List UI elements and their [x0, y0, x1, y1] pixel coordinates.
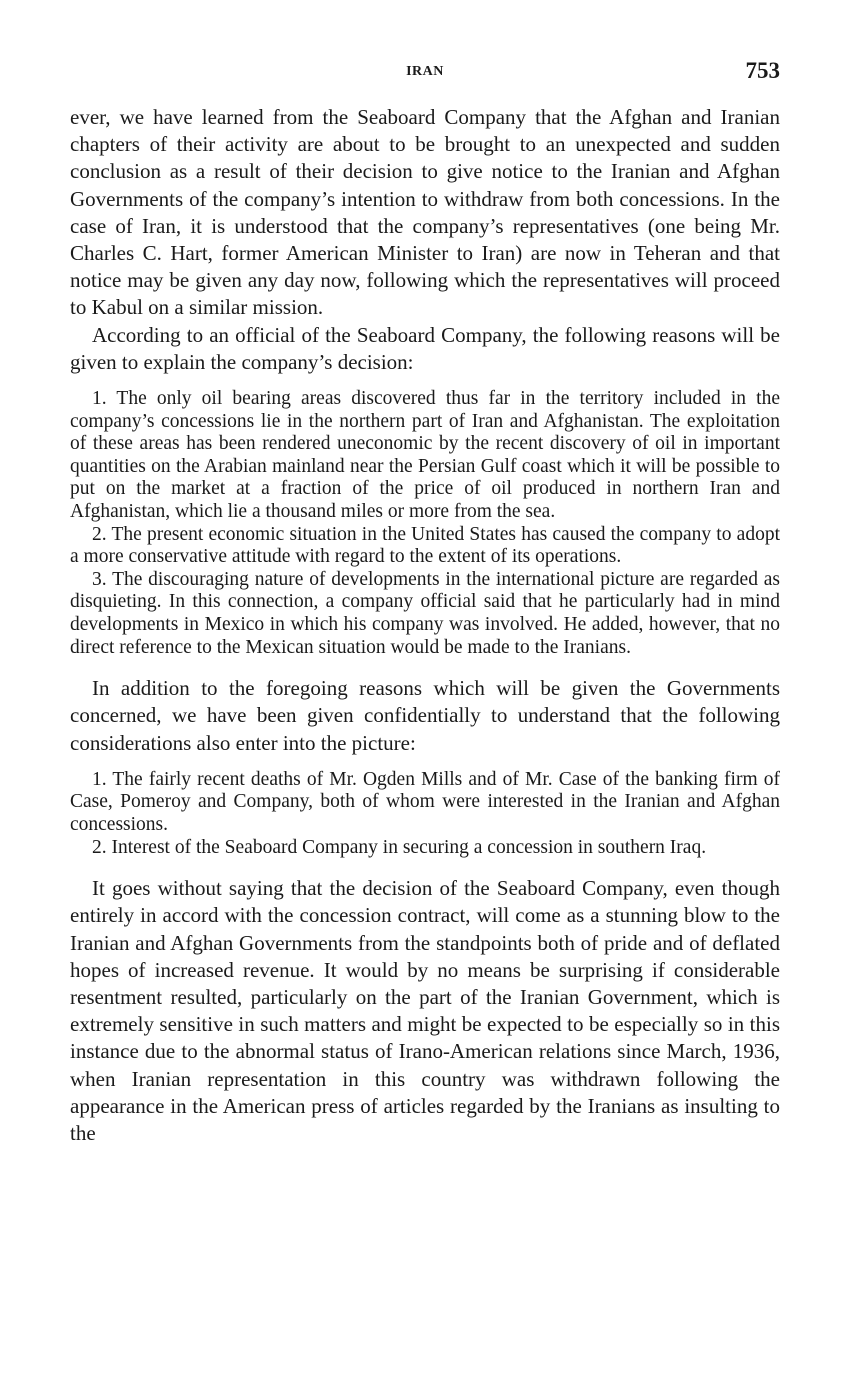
running-head: IRAN: [406, 64, 444, 79]
paragraph-continued: ever, we have learned from the Seaboard Company that the Afghan and Iranian chapters of their activity are about to be brought to an unexpected and sudden conclusion as a result of their decision to give notice to the Iranian and Afghan Governments of the company’s intention to withdraw from both concessions. In the case of Iran, it is understood that the company’s representatives (one being Mr. Charles C. Hart, former American Minister to Iran) are now in Teheran and that notice may be given any day now, following which the representatives will proceed to Kabul on a similar mission.: [70, 105, 780, 320]
reason-item-1: 1. The only oil bearing areas discovered thus far in the territory included in the company’s concessions lie in the northern part of Iran and Afghanistan. The exploitation of these areas has been rendered uneconomic by the recent discovery of oil in important quantities on the Arabian mainland near the Persian Gulf coast which it will be possible to put on the market at a fraction of the price of oil produced in northern Iran and Afghanistan, which lie a thousand miles or more from the sea.: [70, 388, 780, 522]
paragraph-conclusion: It goes without saying that the decision of the Seaboard Company, even though entirely in accord with the concession contract, will come as a stunning blow to the Iranian and Afghan Governments from the standpoints both of pride and of deflated hopes of increased revenue. It would by no means be surprising if considerable resentment resulted, particularly on the part of the Iranian Government, which is extremely sensitive in such matters and might be expected to be especially so in this instance due to the abnormal status of Irano-American relations since March, 1936, when Iranian representation in this country was withdrawn following the appearance in the American press of articles regarded by the Iranians as insulting to the: [70, 876, 780, 1145]
reason-item-2: 2. The present economic situation in the United States has caused the company to adopt a more conservative attitude with regard to the extent of its operations.: [70, 523, 780, 568]
considerations-list: [70, 769, 780, 859]
paragraph-considerations-intro: In addition to the foregoing reasons which will be given the Governments concerned, we have been given confidentially to understand that the following considerations also enter into the picture:: [70, 676, 780, 755]
reason-item-3: 3. The discouraging nature of developments in the international picture are regarded as disquieting. In this connection, a company official said that he particularly had in mind developments in Mexico in which his company was involved. He added, however, that no direct reference to the Mexican situation would be made to the Iranians.: [70, 568, 780, 658]
body-text: [70, 104, 780, 1147]
document-page: [70, 58, 780, 1147]
consideration-item-1: 1. The fairly recent deaths of Mr. Ogden Mills and of Mr. Case of the banking firm of Case, Pomeroy and Company, both of whom were interested in the Iranian and Afghan concessions.: [70, 768, 780, 835]
paragraph-reasons-intro: According to an official of the Seaboard Company, the following reasons will be given to explain the company’s decision:: [70, 322, 780, 374]
reasons-list: [70, 388, 780, 659]
consideration-item-2: 2. Interest of the Seaboard Company in securing a concession in southern Iraq.: [92, 836, 707, 858]
page-header: [70, 58, 780, 88]
page-number: 753: [745, 58, 780, 83]
